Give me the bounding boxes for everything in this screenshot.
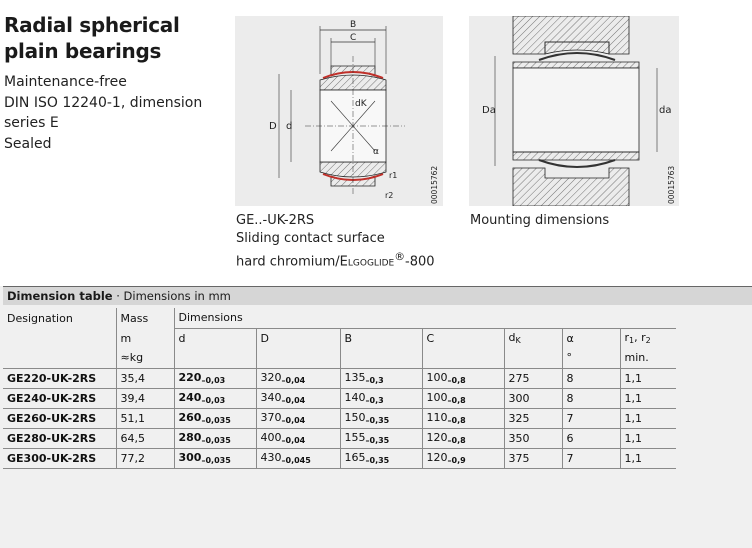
table-row (3, 428, 676, 448)
figure1-caption (236, 212, 435, 271)
col-mass: Mass (116, 308, 174, 328)
col-D: D (256, 328, 340, 348)
caption1-brand: Elgoglide (339, 254, 395, 270)
figure-code-2: 00015763 (667, 165, 676, 204)
table-header-suffix: · Dimensions in mm (112, 289, 231, 303)
header-row-2 (3, 328, 676, 348)
label-da: da (659, 105, 672, 116)
col-designation: Designation (7, 311, 73, 325)
dimension-table-header (3, 286, 752, 305)
bearing-drawing (235, 16, 443, 206)
mounting-dimensions-figure (469, 16, 679, 206)
label-d: d (286, 121, 293, 132)
title-line-2: plain bearings (4, 39, 162, 63)
label-dk: dK (355, 99, 367, 109)
label-D: D (269, 121, 277, 132)
row-dk: 350 (504, 428, 562, 448)
row-D: $430_{-0,045}$ (256, 448, 340, 468)
subtitle-line-2: DIN ISO 12240-1, dimension (4, 94, 203, 111)
col-alpha-unit: ° (562, 348, 620, 368)
mounting-drawing (469, 16, 679, 206)
row-r: 1,1 (620, 388, 676, 408)
label-alpha: α (373, 147, 379, 157)
row-mass: 35,4 (116, 368, 174, 388)
label-r1: r1 (389, 171, 398, 180)
label-r2: r2 (385, 191, 394, 200)
caption1-line-2: Sliding contact surface (236, 231, 385, 246)
row-mass: 77,2 (116, 448, 174, 468)
row-mass: 39,4 (116, 388, 174, 408)
label-C: C (350, 33, 357, 43)
row-B: $165_{-0,35}$ (340, 448, 422, 468)
row-designation: GE260-UK-2RS (3, 408, 116, 428)
row-designation: GE300-UK-2RS (3, 448, 116, 468)
col-mass-unit: ≈kg (116, 348, 174, 368)
row-alpha: 7 (562, 448, 620, 468)
col-r-min: min. (620, 348, 676, 368)
row-C: $100_{-0,8}$ (422, 368, 504, 388)
row-d: $240_{-0,03}$ (174, 388, 256, 408)
dimension-table (3, 308, 676, 469)
label-B: B (350, 20, 357, 30)
row-D: $370_{-0,04}$ (256, 408, 340, 428)
col-mass-symbol: m (116, 328, 174, 348)
row-r: 1,1 (620, 408, 676, 428)
row-D: $320_{-0,04}$ (256, 368, 340, 388)
table-row (3, 388, 676, 408)
row-D: $400_{-0,04}$ (256, 428, 340, 448)
caption1-line-1: GE..-UK-2RS (236, 213, 315, 228)
header-row-3 (3, 348, 676, 368)
row-alpha: 7 (562, 408, 620, 428)
col-alpha: α (562, 328, 620, 348)
row-d: $260_{-0,035}$ (174, 408, 256, 428)
row-dk: 375 (504, 448, 562, 468)
row-r: 1,1 (620, 368, 676, 388)
row-C: $120_{-0,8}$ (422, 428, 504, 448)
row-designation: GE220-UK-2RS (3, 368, 116, 388)
label-Da: Da (482, 105, 496, 116)
table-row (3, 408, 676, 428)
row-C: $120_{-0,9}$ (422, 448, 504, 468)
caption1-prefix: hard chromium/ (236, 254, 340, 270)
row-alpha: 8 (562, 388, 620, 408)
row-d: $300_{-0,035}$ (174, 448, 256, 468)
product-description (4, 72, 202, 154)
row-dk: 275 (504, 368, 562, 388)
subtitle-line-1: Maintenance-free (4, 74, 127, 90)
figure2-caption: Mounting dimensions (470, 213, 610, 228)
col-d: d (174, 328, 256, 348)
table-row (3, 368, 676, 388)
row-C: $110_{-0,8}$ (422, 408, 504, 428)
subtitle-line-4: Sealed (4, 135, 52, 152)
row-r: 1,1 (620, 448, 676, 468)
col-C: C (422, 328, 504, 348)
col-B: B (340, 328, 422, 348)
row-B: $155_{-0,35}$ (340, 428, 422, 448)
header-row-1 (3, 308, 676, 328)
row-d: $280_{-0,035}$ (174, 428, 256, 448)
col-dimensions: Dimensions (174, 308, 676, 328)
row-r: 1,1 (620, 428, 676, 448)
row-d: $220_{-0,03}$ (174, 368, 256, 388)
product-title (4, 12, 180, 64)
row-alpha: 6 (562, 428, 620, 448)
col-r: $r_1$, $r_2$ (620, 328, 676, 348)
caption1-suffix: -800 (405, 254, 435, 270)
row-designation: GE280-UK-2RS (3, 428, 116, 448)
row-B: $140_{-0,3}$ (340, 388, 422, 408)
row-dk: 325 (504, 408, 562, 428)
table-row (3, 448, 676, 468)
caption1-line-3 (236, 248, 435, 271)
bearing-cross-section-figure (235, 16, 443, 206)
caption1-reg-mark: ® (394, 250, 406, 263)
row-designation: GE240-UK-2RS (3, 388, 116, 408)
col-dk: $d_K$ (504, 328, 562, 348)
row-mass: 51,1 (116, 408, 174, 428)
dimension-table-section (0, 286, 752, 548)
row-C: $100_{-0,8}$ (422, 388, 504, 408)
row-alpha: 8 (562, 368, 620, 388)
figure-code-1: 00015762 (430, 165, 439, 204)
row-dk: 300 (504, 388, 562, 408)
row-B: $135_{-0,3}$ (340, 368, 422, 388)
subtitle-line-3: series E (4, 115, 59, 131)
title-line-1: Radial spherical (4, 13, 180, 37)
dimension-table-body (3, 368, 676, 468)
row-D: $340_{-0,04}$ (256, 388, 340, 408)
row-B: $150_{-0,35}$ (340, 408, 422, 428)
row-mass: 64,5 (116, 428, 174, 448)
table-header-title: Dimension table (7, 289, 113, 303)
